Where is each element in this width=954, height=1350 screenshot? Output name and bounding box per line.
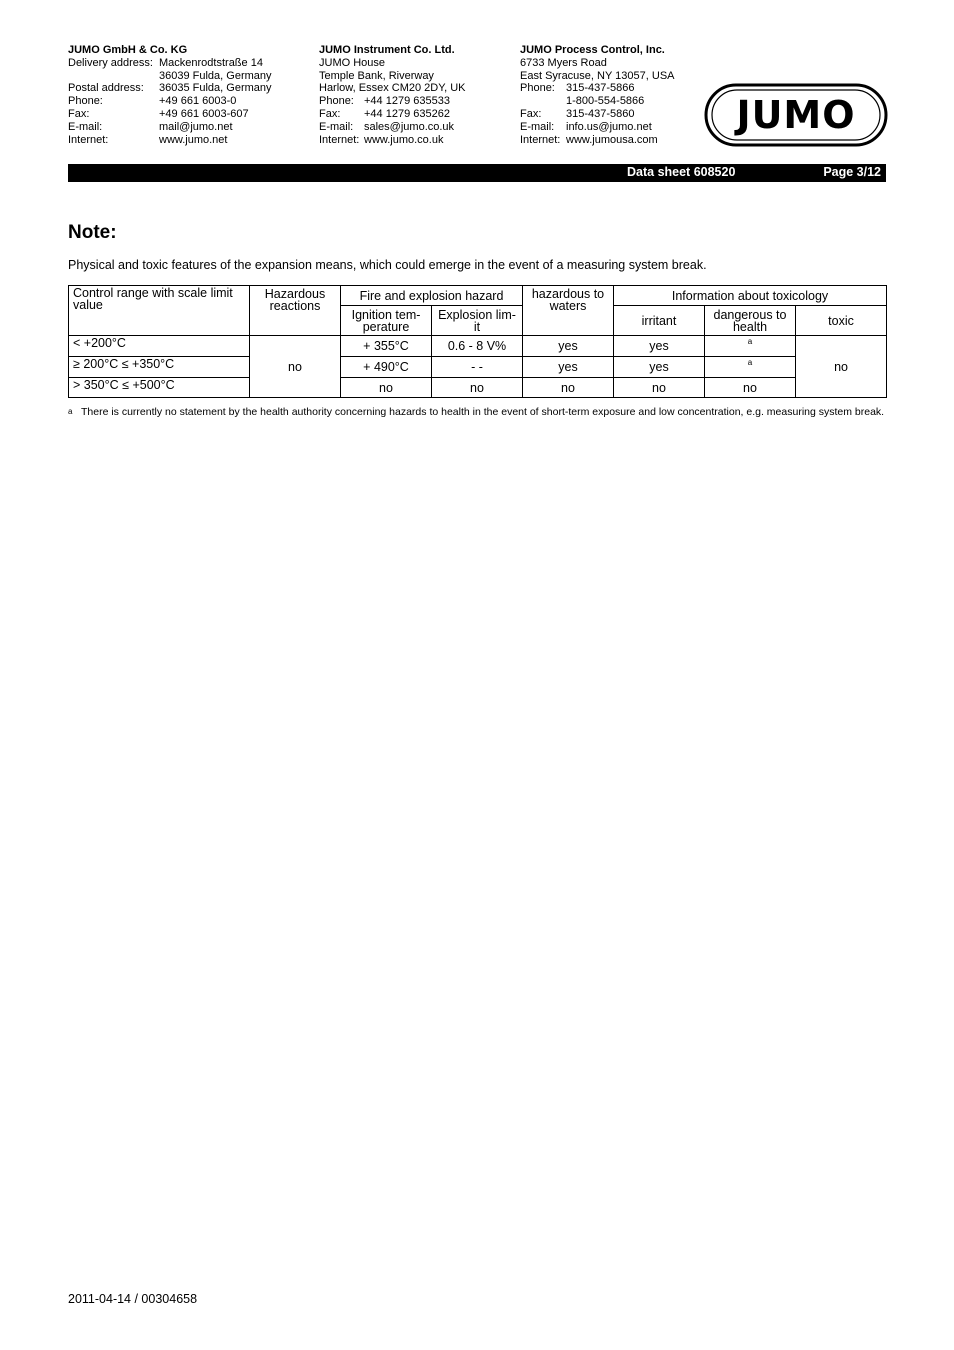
address-value: info.us@jumo.net bbox=[566, 120, 652, 133]
cell-waters: yes bbox=[523, 357, 614, 378]
address-value: sales@jumo.co.uk bbox=[364, 120, 455, 133]
address-label: Fax: bbox=[68, 107, 90, 120]
address-value: Mackenrodtstraße 14 bbox=[159, 56, 263, 69]
cell-range: > 350°C ≤ +500°C bbox=[69, 378, 250, 398]
header-toxic: toxic bbox=[796, 306, 887, 336]
header-irritant: irritant bbox=[614, 306, 705, 336]
footnote-text: There is currently no statement by the health authority concerning hazards to health in the event of short-term exposure and low concentration, e.g. measuring system break. bbox=[81, 406, 885, 418]
cell-reactions: no bbox=[250, 336, 341, 398]
header-control-range: Control range with scale limit value bbox=[69, 286, 250, 336]
address-label: Delivery address: bbox=[68, 56, 153, 69]
cell-irritant: yes bbox=[614, 357, 705, 378]
address-label: Fax: bbox=[319, 107, 341, 120]
address-jumo-usa bbox=[520, 44, 675, 146]
address-value: www.jumousa.com bbox=[566, 133, 658, 146]
address-value: East Syracuse, NY 13057, USA bbox=[520, 69, 675, 82]
cell-irritant: no bbox=[614, 378, 705, 398]
address-value: 36035 Fulda, Germany bbox=[159, 82, 272, 95]
cell-explosion: no bbox=[432, 378, 523, 398]
address-value: 36039 Fulda, Germany bbox=[159, 69, 272, 82]
header-fire-explosion: Fire and explosion hazard bbox=[341, 286, 523, 306]
address-jumo-uk bbox=[319, 44, 466, 146]
address-value: JUMO House bbox=[319, 56, 386, 69]
note-title: Note: bbox=[68, 222, 117, 243]
note-intro: Physical and toxic features of the expansion means, which could emerge in the event of a measuring system break. bbox=[68, 258, 707, 272]
footnote-marker: a bbox=[68, 407, 73, 416]
footnote bbox=[68, 406, 886, 419]
cell-toxic: no bbox=[796, 336, 887, 398]
header-hazardous-reactions: Hazardous reactions bbox=[250, 286, 341, 336]
header-dangerous: dangerous to health bbox=[705, 306, 796, 336]
company-name: JUMO Instrument Co. Ltd. bbox=[319, 44, 455, 56]
jumo-logo bbox=[704, 83, 888, 147]
cell-dangerous: a bbox=[747, 358, 753, 367]
cell-explosion: 0.6 - 8 V% bbox=[432, 336, 523, 357]
address-value: 315-437-5860 bbox=[566, 107, 635, 120]
address-value: +44 1279 635262 bbox=[364, 107, 450, 120]
address-label: E-mail: bbox=[319, 120, 354, 133]
address-value: www.jumo.co.uk bbox=[364, 133, 444, 146]
table-row bbox=[69, 357, 887, 378]
logo-text: JUMO bbox=[736, 93, 856, 137]
cell-dangerous: a bbox=[747, 337, 753, 346]
address-label: Phone: bbox=[520, 82, 555, 95]
address-label: Internet: bbox=[68, 133, 109, 146]
header-hazardous-waters: hazardous to waters bbox=[523, 286, 614, 336]
address-value: 315-437-5866 bbox=[566, 82, 635, 95]
cell-ignition: + 490°C bbox=[341, 357, 432, 378]
address-value: mail@jumo.net bbox=[159, 120, 233, 133]
company-name: JUMO Process Control, Inc. bbox=[520, 44, 665, 56]
address-value: 6733 Myers Road bbox=[520, 56, 607, 69]
address-label: Fax: bbox=[520, 107, 542, 120]
document-date: 2011-04-14 / 00304658 bbox=[68, 1292, 198, 1306]
toxicology-table bbox=[68, 285, 887, 398]
address-label: Phone: bbox=[319, 95, 354, 108]
address-jumo-germany bbox=[68, 44, 272, 146]
header-explosion: Explosion lim-it bbox=[432, 306, 523, 336]
address-label: E-mail: bbox=[68, 120, 103, 133]
address-value: Temple Bank, Riverway bbox=[319, 69, 434, 82]
address-label: E-mail: bbox=[520, 120, 555, 133]
table-row bbox=[69, 336, 887, 357]
cell-waters: no bbox=[523, 378, 614, 398]
company-name: JUMO GmbH & Co. KG bbox=[68, 44, 188, 56]
cell-ignition: no bbox=[341, 378, 432, 398]
address-value: +49 661 6003-607 bbox=[159, 107, 249, 120]
address-label: Postal address: bbox=[68, 82, 144, 95]
table-row bbox=[69, 378, 887, 398]
cell-range: ≥ 200°C ≤ +350°C bbox=[69, 357, 250, 378]
header-ignition: Ignition tem-perature bbox=[341, 306, 432, 336]
cell-range: < +200°C bbox=[69, 336, 250, 357]
address-value: +49 661 6003-0 bbox=[159, 95, 237, 108]
datasheet-number: Data sheet 608520 bbox=[627, 165, 736, 179]
address-value: +44 1279 635533 bbox=[364, 95, 450, 108]
address-value: Harlow, Essex CM20 2DY, UK bbox=[319, 82, 466, 95]
header-toxicology: Information about toxicology bbox=[614, 286, 887, 306]
cell-waters: yes bbox=[523, 336, 614, 357]
address-label: Internet: bbox=[319, 133, 360, 146]
cell-ignition: + 355°C bbox=[341, 336, 432, 357]
header-bar bbox=[68, 164, 886, 182]
address-label: Internet: bbox=[520, 133, 561, 146]
address-label: Phone: bbox=[68, 95, 103, 108]
cell-irritant: yes bbox=[614, 336, 705, 357]
page-number: Page 3/12 bbox=[823, 165, 881, 179]
address-value: www.jumo.net bbox=[159, 133, 228, 146]
address-value: 1-800-554-5866 bbox=[566, 95, 645, 108]
cell-explosion: - - bbox=[432, 357, 523, 378]
cell-dangerous: no bbox=[705, 378, 796, 398]
